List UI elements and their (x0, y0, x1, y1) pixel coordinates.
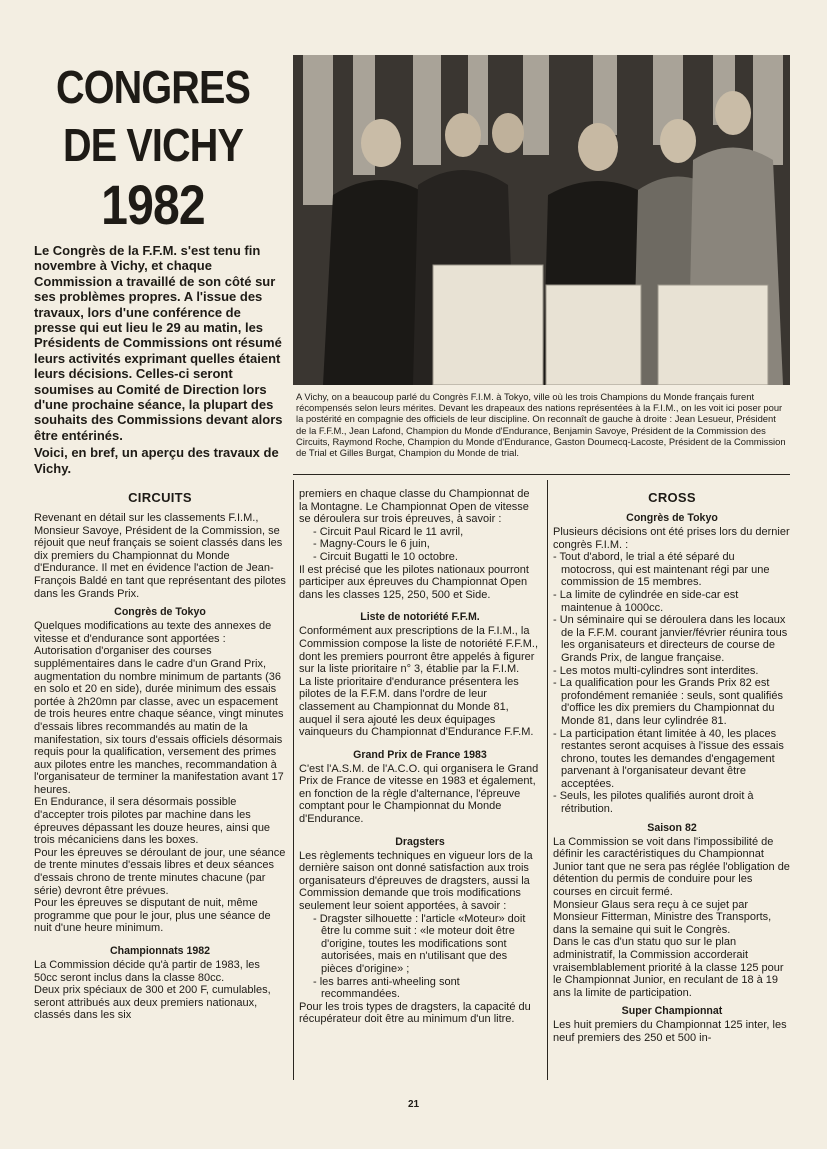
paragraph: La liste prioritaire d'endurance présentera les pilotes de la F.F.M. dans l'ordre de leur classement au Championnat du Monde 81, auquel il sera ajouté les deux équipages vainqueurs du Championnat d'Endurance F.F.M. (299, 675, 534, 739)
intro-paragraph: Voici, en bref, un aperçu des travaux de Vichy. (34, 445, 279, 476)
photo-caption: A Vichy, on a beaucoup parlé du Congrès F.I.M. à Tokyo, ville où les trois Champions du Monde français furent récompensés selon leurs mérites. Devant les drapeaux des nations représentées à la F.I.M., on les voit ici poser pour la postérité en compagnie des officiels de leur discipline. On reconnaît de gauche à droite : Jean Lesueur, Président de la F.F.M., Jean Lafond, Champion du Monde d'Endurance, Benjamin Savoye, Président de la Commission des Circuits, Raymond Roche, Champion du Monde d'Endurance, Gaston Doumecq-Lacoste, Président de la Commission de Trial et Gilles Burgat, Champion du Monde de trial. (296, 391, 786, 459)
paragraph: premiers en chaque classe du Championnat de la Montagne. Le Championnat Open de vitesse se déroulera sur trois épreuves, à savoir : (299, 488, 530, 526)
list-item: - La limite de cylindrée en side-car est maintenue à 1000cc. (553, 588, 739, 614)
paragraph: La Commission décide qu'à partir de 1983, les 50cc seront inclus dans la classe 80cc. (34, 959, 260, 984)
paragraph: Pour les épreuves se disputant de nuit, même programme que pour le jour, plus une séance de nuit d'une heure minimum. (34, 897, 271, 935)
tokyo-decisions-list (553, 551, 791, 815)
list-item: - Circuit Paul Ricard le 11 avril, (313, 525, 464, 538)
column-divider (293, 480, 294, 1080)
paragraph: Les huit premiers du Championnat 125 inter, les neuf premiers des 250 et 500 in- (553, 1019, 787, 1044)
subheading: Championnats 1982 (109, 945, 211, 957)
paragraph: La Commission se voit dans l'impossibilité de définir les caractéristiques du Championnat Junior tant que ne sera pas réglée l'obligation de détention du permis de conduire pour les courses en circuit fermé. (553, 835, 790, 899)
paragraph: Pour les trois types de dragsters, la capacité du récupérateur doit être au minimum d'un litre. (299, 1000, 531, 1026)
section-heading-circuits: CIRCUITS (128, 490, 192, 505)
paragraph: Les règlements techniques en vigueur lors de la dernière saison ont donné satisfaction aux trois organisateurs d'épreuves de dragsters, aussi la Commission demande que trois modifications seulement leur soient apportées, à savoir : (299, 849, 533, 913)
race-calendar-list (299, 526, 541, 564)
list-item: - Un séminaire qui se déroulera dans les locaux de la F.F.M. courant janvier/février réunira tous les organisateurs et directeurs de course de Grands Prix, de langue française. (553, 614, 788, 664)
list-item: - Circuit Bugatti le 10 octobre. (313, 550, 458, 563)
list-item: - La participation étant limitée à 40, les places restantes seront acquises à l'issue des essais chrono, toutes les demandes d'engagement parvenant à l'organisateur devant être acceptées. (553, 727, 784, 790)
paragraph: Deux prix spéciaux de 300 et 200 F, cumulables, seront attribués aux deux premiers nationaux, classés dans les six (34, 984, 271, 1022)
list-item: - Seuls, les pilotes qualifiés auront droit à rétribution. (553, 790, 754, 816)
column-cross (553, 490, 791, 1045)
paragraph: Conformément aux prescriptions de la F.I.M., la Commission compose la liste de notoriété F.F.M., dont les premiers pourront être appelés à figurer sur la liste prioritaire n° 3, établie par la F.I.M. (299, 625, 539, 676)
article-title (54, 58, 252, 236)
page-number: 21 (407, 1099, 420, 1110)
paragraph: Il est précisé que les pilotes nationaux pourront participer aux épreuves du Championnat Open dans les classes 125, 250, 500 et Side. (299, 563, 529, 601)
paragraph: Revenant en détail sur les classements F.I.M., Monsieur Savoye, Président de la Commission, se réjouit que neuf français se soient classés dans les dix premiers du Championnat du Monde d'Endurance. Il met en évidence l'action de Jean-François Baldé en tant que représentant des pilotes dans les Grands Prix. (34, 512, 286, 600)
paragraph: Plusieurs décisions ont été prises lors du dernier congrès F.I.M. : (553, 526, 790, 551)
subheading: Congrès de Tokyo (626, 512, 718, 524)
intro-paragraph: Le Congrès de la F.F.M. s'est tenu fin novembre à Vichy, et chaque Commission a travaillé de son côté sur ses problèmes propres. A l'issue des travaux, lors d'une conférence de presse qui eut lieu le 29 au matin, les Présidents de Commissions ont résumé leurs activités exprimant quelles étaient leurs décisions. Celles-ci seront soumises au Comité de Direction lors d'une prochaine séance, la plupart des souhaits des Commissions devant alors être entérinés. (34, 243, 283, 443)
list-item: - La qualification pour les Grands Prix 82 est profondément remaniée : seuls, sont qualifiés d'office les dix premiers du Championnat du Monde 81, dans leur cylindrée 81. (553, 677, 783, 727)
subheading: Super Championnat (621, 1005, 723, 1018)
subheading: Liste de notoriété F.F.M. (360, 611, 480, 624)
list-item: - Magny-Cours le 6 juin, (313, 538, 430, 551)
section-heading-cross: CROSS (648, 490, 696, 505)
subheading: Congrès de Tokyo (114, 606, 206, 619)
caption-divider (293, 474, 790, 475)
title-line-3: 1982 (101, 173, 205, 236)
column-divider (547, 480, 548, 1080)
paragraph: Quelques modifications au texte des annexes de vitesse et d'endurance sont apportées : (34, 620, 272, 645)
list-item: - Les motos multi-cylindres sont interdites. (553, 664, 759, 677)
title-line-1: CONGRES (55, 61, 251, 113)
article-intro (34, 243, 286, 476)
subheading: Dragsters (395, 835, 445, 848)
paragraph: Autorisation d'organiser des courses supplémentaires dans le cadre d'un Grand Prix, augmentation du nombre minimum de partants (36 en solo et 20 en side), durée minimum des essais portée à 2h20mn par classe, avec un espacement de trois heures entre chaque séance, vingt minutes d'essais libres recommandés au matin de la manifestation, six tours d'essais officiels désormais requis pour la qualification, versement des primes aux pilotes entre les manches, recommandation à l'organisateur de terminer la manifestation avant 17 heures. (34, 645, 284, 796)
group-photo-icon (293, 55, 790, 385)
list-item: - Tout d'abord, le trial a été séparé du motocross, qui est maintenant régi par une commission de 15 membres. (553, 551, 770, 589)
group-photo (293, 55, 790, 385)
paragraph: Monsieur Glaus sera reçu à ce sujet par Monsieur Fitterman, Ministre des Transports, dans la semaine qui suit le Congrès. (553, 898, 772, 936)
paragraph: Pour les épreuves se déroulant de jour, une séance de trente minutes d'essais libres et deux séances d'essais chrono de trente minutes chacune (par série) devront être prévues. (34, 846, 286, 897)
paragraph: C'est l'A.S.M. de l'A.C.O. qui organisera le Grand Prix de France de vitesse en 1983 et également, en fonction de la règle d'alternance, l'épreuve comptant pour le Championnat du Monde d'Endurance. (299, 762, 539, 826)
paragraph: En Endurance, il sera désormais possible d'accepter trois pilotes par machine dans les épreuves dépassant les douze heures, ainsi que trois mécaniciens dans les boxes. (34, 796, 271, 847)
column-circuits-continued (299, 488, 541, 1026)
subheading: Grand Prix de France 1983 (353, 748, 487, 761)
paragraph: Dans le cas d'un statu quo sur le plan administratif, la Commission accorderait vraisemblablement priorité à la classe 125 pour le Championnat Junior, en reculant de 18 à 19 ans la limite de participation. (553, 936, 784, 999)
dragster-rules-list (299, 913, 541, 1001)
list-item: - Dragster silhouette : l'article «Moteur» doit être lu comme suit : «le moteur doit être d'origine, toutes les modifications sont autorisées, mais en n'utilisant que des pièces d'origine» ; (313, 912, 526, 975)
title-line-2: DE VICHY (63, 119, 243, 171)
subheading: Saison 82 (647, 821, 697, 834)
list-item: - les barres anti-wheeling sont recommandées. (313, 975, 460, 1001)
column-circuits (34, 490, 286, 1022)
